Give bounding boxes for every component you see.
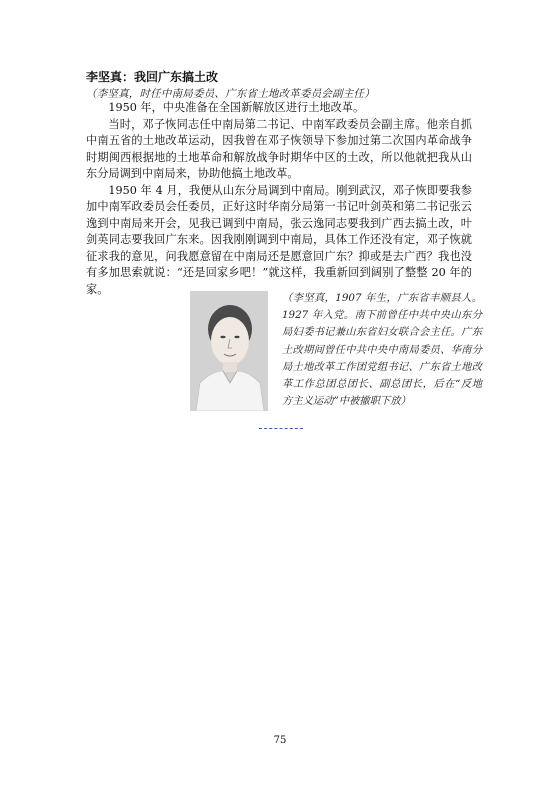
photo-caption: （李坚真，1907 年生，广东省丰顺县人。1927 年入党。南下前曾任中共中央山东分局妇委书记兼山东省妇女联合会主任。广东土改期间曾任中共中央中南局委员、华南分局土地改革工作团党组书记、广东省土地改革工作总团总团长、副总团长，后在“反地方主义运动”中被撤职下放） (282, 292, 482, 408)
article-subtitle: （李坚真，时任中南局委员、广东省土地改革委员会副主任） (86, 88, 375, 100)
page-number: 75 (273, 735, 287, 746)
paragraph: 当时，邓子恢同志任中南局第二书记、中南军政委员会副主席。他亲自抓中南五省的土地改革运动，因我曾在邓子恢领导下参加过第二次国内革命战争时期闽西根据地的土地革命和解放战争时期华中区的土改，所以他就把我从山东分局调到中南局来，协助他搞土地改革。 (86, 117, 472, 180)
portrait-illustration (190, 291, 268, 411)
article-body (86, 100, 472, 298)
section-divider (259, 428, 303, 429)
paragraph: 1950 年 4 月，我便从山东分局调到中南局。刚到武汉，邓子恢即要我参加中南军政委员会任委员，正好这时华南分局第一书记叶剑英和第二书记张云逸到中南局来开会，见我已调到中南局，张云逸同志要我到广西去搞土改，叶剑英同志要我回广东来。因我刚刚调到中南局，具体工作还没有定，邓子恢就征求我的意见，问我愿意留在中南局还是愿意回广东？抑或是去广西？我也没有多加思索就说：“还是回家乡吧！”就这样，我重新回到阔别了整整 20 年的家。 (86, 183, 472, 296)
portrait-photo (190, 291, 268, 411)
paragraph: 1950 年，中央准备在全国新解放区进行土地改革。 (108, 101, 365, 114)
article-title: 李坚真：我回广东搞土改 (86, 70, 219, 84)
